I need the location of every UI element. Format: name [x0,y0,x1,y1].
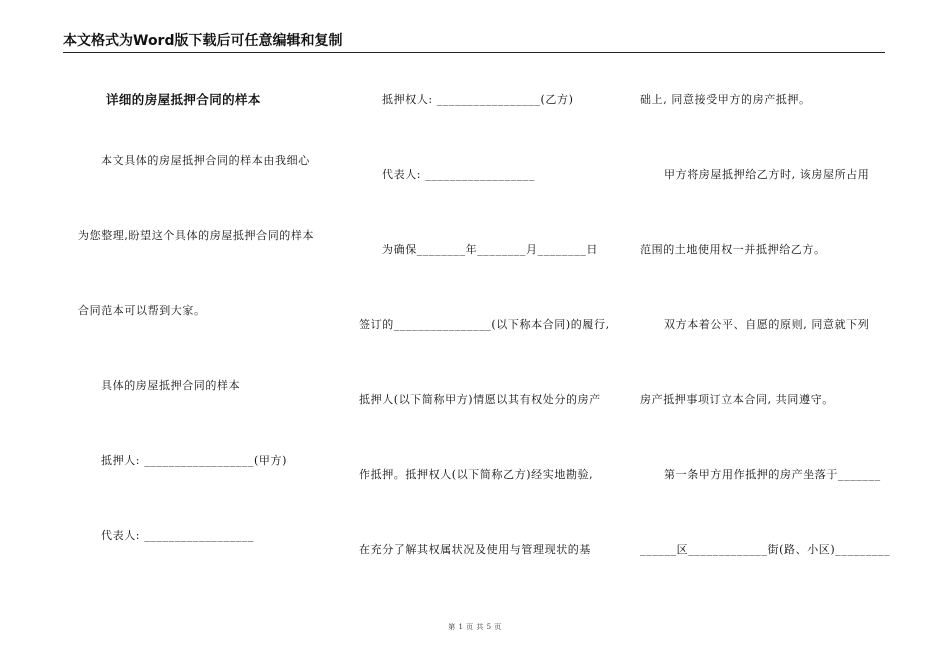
text-line: 房产抵押事项订立本合同, 共同遵守。 [640,393,834,406]
text-line: 双方本着公平、自愿的原则, 同意就下列 [664,318,870,331]
document-header: 本文格式为Word版下载后可任意编辑和复制 [63,33,343,49]
text-line: 代表人: __________________ [382,168,536,181]
text-line: 代表人: __________________ [101,529,255,542]
header-divider [63,52,885,53]
text-line: 抵押人(以下简称甲方)情愿以其有权处分的房产 [359,393,601,406]
text-line: 具体的房屋抵押合同的样本 [101,379,241,392]
text-line: 第一条甲方用作抵押的房产坐落于_______ [664,468,881,481]
text-line: 在充分了解其权属状况及使用与管理现状的基 [359,543,591,556]
text-line: ______区_____________街(路、小区)_________ [640,543,891,556]
text-line: 为您整理,盼望这个具体的房屋抵押合同的样本 [78,229,315,242]
document-title: 详细的房屋抵押合同的样本 [106,92,261,107]
text-line: 合同范本可以帮到大家。 [78,304,206,317]
text-line: 范围的土地使用权一并抵押给乙方。 [640,243,826,256]
page-number: 第 1 页 共 5 页 [448,623,502,631]
text-line: 作抵押。抵押权人(以下简称乙方)经实地勘验, [359,468,594,481]
text-line: 抵押人: __________________(甲方) [101,454,287,467]
text-line: 甲方将房屋抵押给乙方时, 该房屋所占用 [664,168,870,181]
text-line: 抵押权人: _________________(乙方) [382,93,574,106]
text-line: 为确保________年________月________日 [382,243,598,256]
text-line: 本文具体的房屋抵押合同的样本由我细心 [101,154,310,167]
text-line: 础上, 同意接受甲方的房产抵押。 [640,93,811,106]
text-line: 签订的________________(以下称本合同)的履行, [359,318,610,331]
